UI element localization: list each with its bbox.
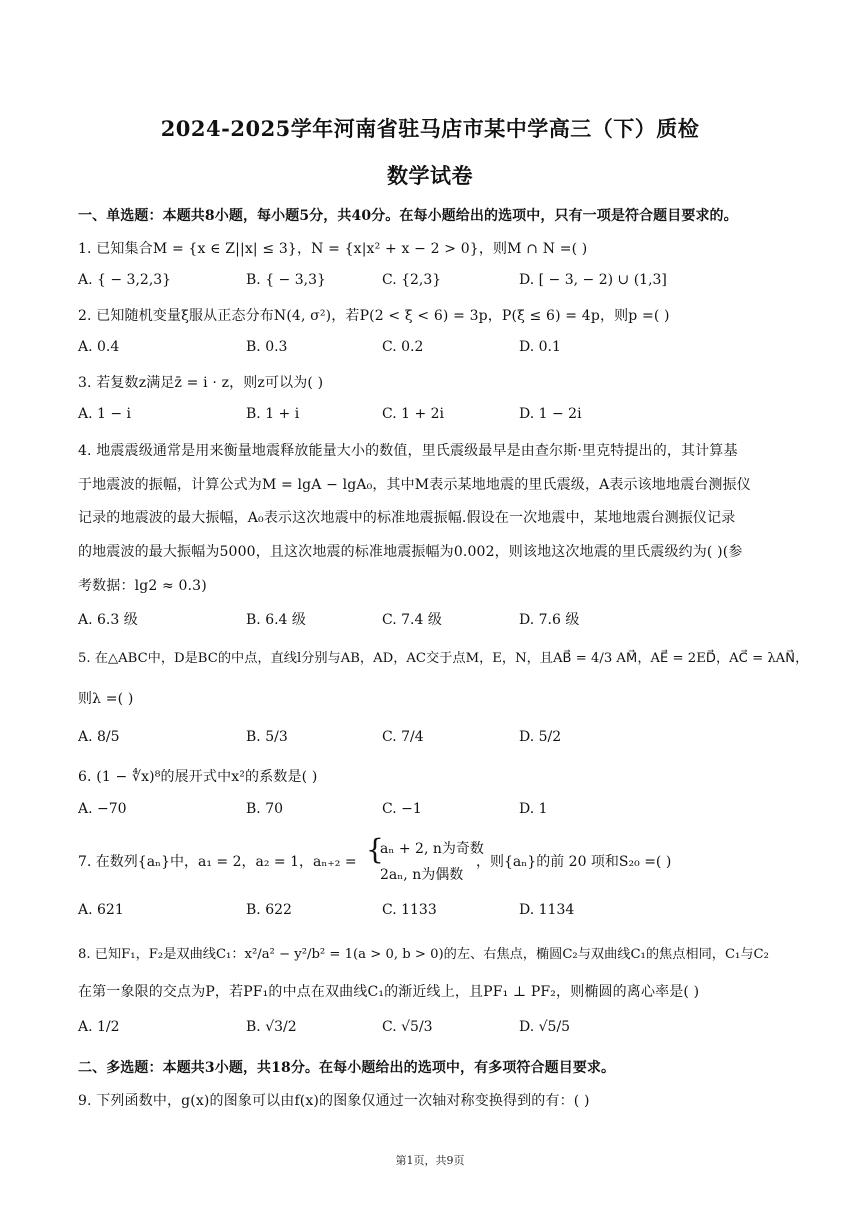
q6-option-b: B. 70 (246, 801, 284, 817)
question-8-line-1: 8. 已知F₁，F₂是双曲线C₁：x²/a² − y²/b² = 1(a > 0, b > 0)的左、右焦点，椭圆C₂与双曲线C₁的焦点相同，C₁与C₂ (78, 947, 769, 962)
q1-option-c: C. {2,3} (382, 272, 442, 288)
q2-option-b: B. 0.3 (246, 339, 288, 355)
q1-option-a: A. { − 3,2,3} (78, 272, 172, 288)
q7-option-b: B. 622 (246, 902, 292, 918)
section-multiple-choice: 二、多选题：本题共3小题，共18分。在每小题给出的选项中，有多项符合题目要求。 (78, 1060, 616, 1076)
q8-option-a: A. 1/2 (78, 1019, 120, 1035)
question-4-line-5: 考数据：lg2 ≈ 0.3) (78, 578, 207, 594)
q3-option-b: B. 1 + i (246, 406, 300, 422)
q6-option-c: C. −1 (382, 801, 422, 817)
section-single-choice: 一、单选题：本题共8小题，每小题5分，共40分。在每小题给出的选项中，只有一项是符合题目要求的。 (78, 208, 738, 224)
q7-option-d: D. 1134 (519, 902, 575, 918)
question-5-line-1: 5. 在△ABC中，D是BC的中点，直线l分别与AB，AD，AC交于点M，E，N，且AB⃗ = 4/3 AM⃗，AE⃗ = 2ED⃗，AC⃗ = λAN⃗， (78, 651, 809, 666)
page-footer: 第1页，共9页 (395, 1154, 465, 1167)
question-4-line-2: 于地震波的振幅，计算公式为M = lgA − lgA₀，其中M表示某地地震的里氏震级，A表示该地地震台测振仪 (78, 477, 751, 493)
question-5-line-2: 则λ =( ) (78, 691, 134, 707)
q3-option-a: A. 1 − i (78, 406, 132, 422)
q5-option-c: C. 7/4 (382, 729, 424, 745)
question-3-stem: 3. 若复数z满足z̄ = i · z，则z可以为( ) (78, 375, 324, 391)
question-2-stem: 2. 已知随机变量ξ服从正态分布N(4, σ²)，若P(2 < ξ < 6) = 3p，P(ξ ≤ 6) = 4p，则p =( ) (78, 308, 670, 324)
q1-option-d: D. [ − 3, − 2) ∪ (1,3] (519, 272, 667, 288)
brace-icon: { (366, 833, 384, 866)
q4-option-c: C. 7.4 级 (382, 612, 442, 628)
q6-option-a: A. −70 (78, 801, 127, 817)
q3-option-c: C. 1 + 2i (382, 406, 445, 422)
exam-subtitle: 数学试卷 (387, 163, 473, 188)
q7-option-a: A. 621 (78, 902, 124, 918)
question-7-case-even: 2aₙ, n为偶数 (380, 867, 464, 883)
q3-option-d: D. 1 − 2i (519, 406, 582, 422)
q4-option-d: D. 7.6 级 (519, 612, 580, 628)
question-1-stem: 1. 已知集合M = {x ∈ Z||x| ≤ 3}，N = {x|x² + x − 2 > 0}，则M ∩ N =( ) (78, 241, 588, 257)
q5-option-a: A. 8/5 (78, 729, 120, 745)
question-4-line-1: 4. 地震震级通常是用来衡量地震释放能量大小的数值，里氏震级最早是由查尔斯·里克特提出的，其计算基 (78, 443, 738, 459)
question-7-case-odd: aₙ + 2, n为奇数 (380, 841, 484, 857)
exam-title: 2024-2025学年河南省驻马店市某中学高三（下）质检 (160, 116, 700, 141)
q1-option-b: B. { − 3,3} (246, 272, 326, 288)
q6-option-d: D. 1 (519, 801, 548, 817)
q5-option-b: B. 5/3 (246, 729, 288, 745)
question-4-line-4: 的地震波的最大振幅为5000，且这次地震的标准地震振幅为0.002，则该地这次地震的里氏震级约为( )(参 (78, 544, 743, 560)
question-9-stem: 9. 下列函数中，g(x)的图象可以由f(x)的图象仅通过一次轴对称变换得到的有：( ) (78, 1093, 590, 1109)
q8-option-c: C. √5/3 (382, 1019, 433, 1035)
q2-option-c: C. 0.2 (382, 339, 424, 355)
q8-option-d: D. √5/5 (519, 1019, 571, 1035)
q8-option-b: B. √3/2 (246, 1019, 297, 1035)
q2-option-d: D. 0.1 (519, 339, 561, 355)
q5-option-d: D. 5/2 (519, 729, 562, 745)
q4-option-a: A. 6.3 级 (78, 612, 138, 628)
q2-option-a: A. 0.4 (78, 339, 120, 355)
q4-option-b: B. 6.4 级 (246, 612, 306, 628)
question-8-line-2: 在第一象限的交点为P，若PF₁的中点在双曲线C₁的渐近线上，且PF₁ ⊥ PF₂，则椭圆的离心率是( ) (78, 984, 700, 1000)
question-7-stem-pre: 7. 在数列{aₙ}中，a₁ = 2，a₂ = 1，aₙ₊₂ = (78, 854, 357, 870)
question-6-stem: 6. (1 − ∜x)⁸的展开式中x²的系数是( ) (78, 769, 318, 785)
q7-option-c: C. 1133 (382, 902, 437, 918)
question-4-line-3: 记录的地震波的最大振幅，A₀表示这次地震中的标准地震振幅.假设在一次地震中，某地地震台测振仪记录 (78, 510, 736, 526)
question-7-stem-post: ，则{aₙ}的前 20 项和S₂₀ =( ) (476, 854, 672, 870)
